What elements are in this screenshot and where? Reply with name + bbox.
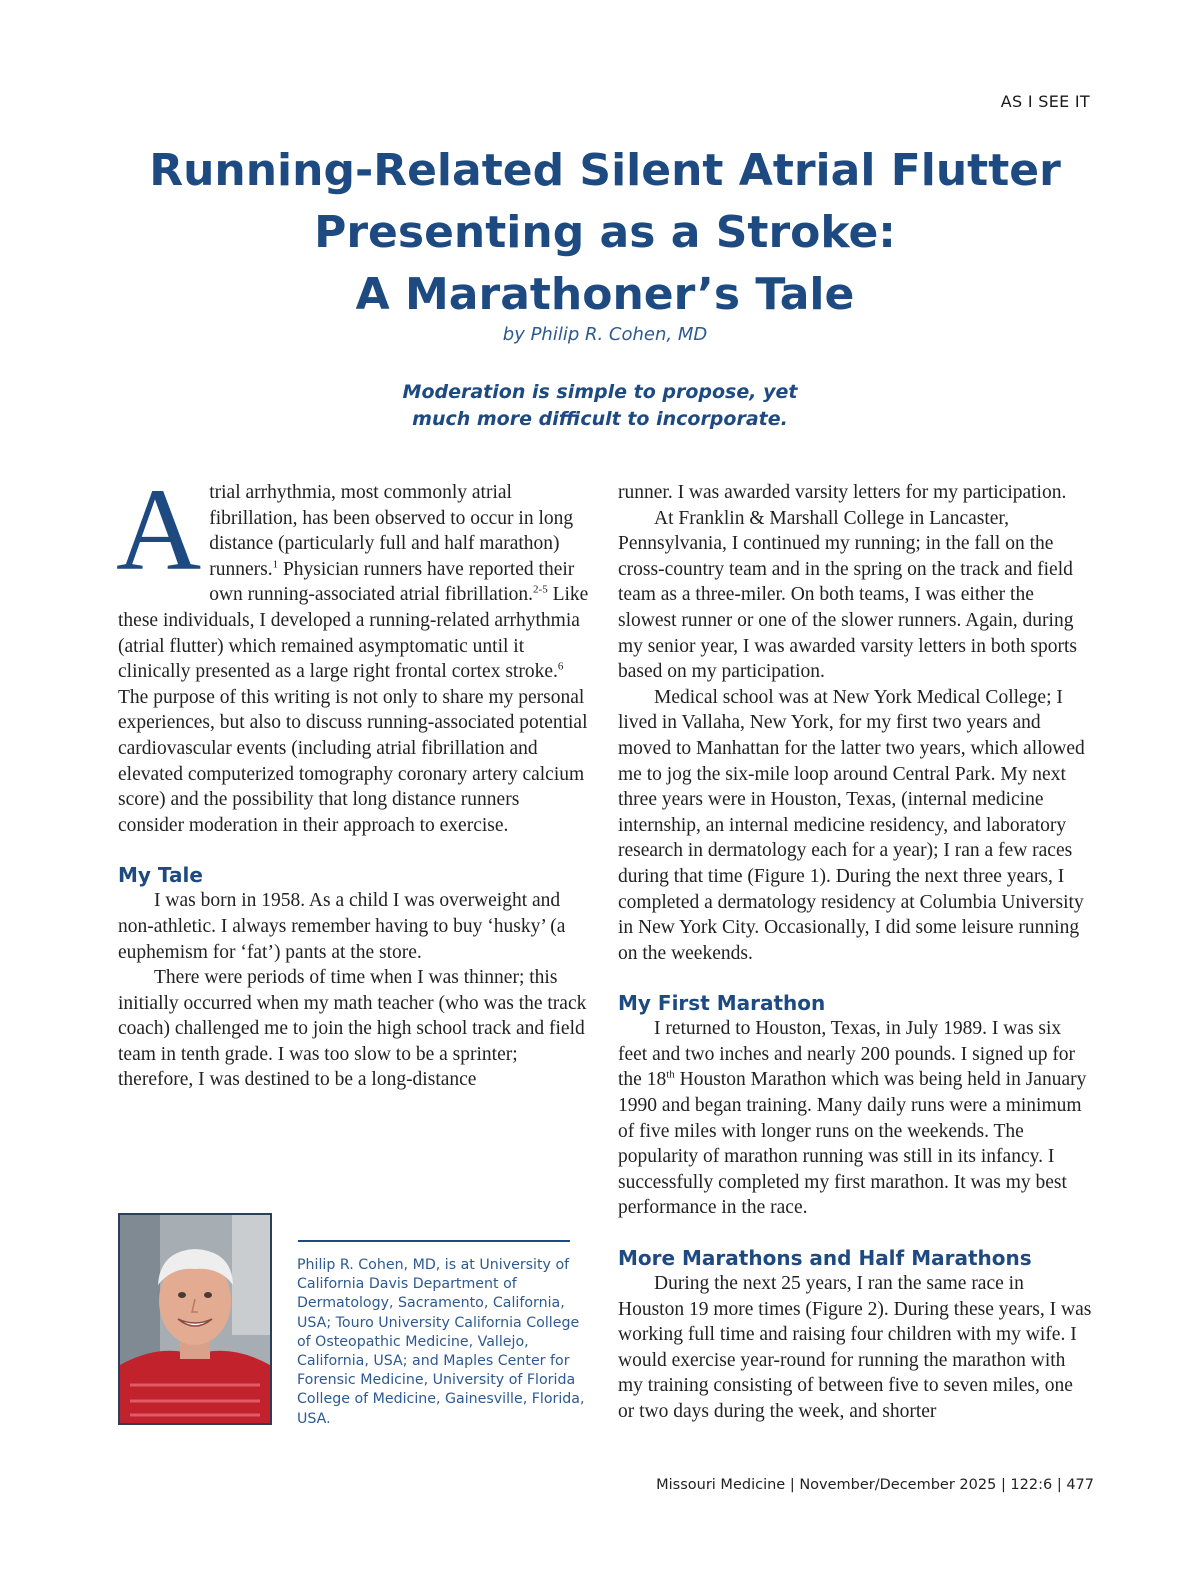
byline: by Philip R. Cohen, MD [502, 324, 708, 345]
title-line: A Marathoner’s Tale [355, 269, 855, 320]
pull-quote [250, 379, 950, 433]
section-heading-my-tale: My Tale [118, 863, 203, 888]
page-footer: Missouri Medicine | November/December 2025 | 122:6 | 477 [656, 1477, 1094, 1493]
article-title [130, 140, 1080, 326]
title-line: Presenting as a Stroke: [314, 207, 896, 258]
section-label: AS I SEE IT [1000, 92, 1090, 111]
intro-paragraph: Atrial arrhythmia, most commonly atrial fibrillation, has been observed to occur in long distance (particularly full and half marathon) runners.$^1$ Physician runners have reported their own running-associated atrial fibrillation.$^{2-5}$ Like these individuals, I developed a running-related arrhythmia (atrial flutter) which remained asymptomatic until it clinically presented as a large right frontal cortex stroke.$^6$ The purpose of this writing is not only to share my personal experiences, but also to discuss running-associated potential cardiovascular events (including atrial fibrillation and elevated computerized tomography coronary artery calcium score) and the possibility that long distance runners consider moderation in their approach to exercise. [116, 464, 589, 836]
body-paragraph: I was born in 1958. As a child I was overweight and non-athletic. I always remember having to buy ‘husky’ (a euphemism for ‘fat’) pants at the store. [118, 890, 566, 963]
reference-marker: 2-5 [533, 583, 548, 596]
pull-quote-line: Moderation is simple to propose, yet [402, 381, 798, 403]
reference-marker: 1 [272, 558, 279, 571]
pull-quote-line: much more difficult to incorporate. [412, 408, 788, 430]
author-portrait-icon [120, 1215, 270, 1423]
body-paragraph: There were periods of time when I was thinner; this initially occurred when my math teacher (who was the track coach) challenged me to join the high school track and field team in tenth grade. I was too slow to be a sprinter; therefore, I was destined to be a long-distance [118, 967, 587, 1091]
reference-marker: 6 [557, 660, 564, 673]
author-bio: Philip R. Cohen, MD, is at University of California Davis Department of Dermatology, Sacramento, California, USA; Touro University California College of Osteopathic Medicine, Vallejo, California, USA; and Maples Center for Forensic Medicine, University of Florida College of Medicine, Gainesville, Florida, USA. [297, 1257, 585, 1427]
section-heading-first-marathon: My First Marathon [618, 991, 826, 1016]
bio-divider [298, 1240, 570, 1242]
section-heading-more-marathons: More Marathons and Half Marathons [618, 1246, 1032, 1271]
right-column [618, 480, 1092, 1425]
body-paragraph: At Franklin & Marshall College in Lancaster, Pennsylvania, I continued my running; in the fall on the cross-country team and in the spring on the track and field team as a three-miler. On both teams, I was either the slowest runner or one of the slower runners. Again, during my senior year, I was awarded varsity letters in both sports based on my participation. [618, 507, 1077, 683]
drop-cap: A [116, 464, 202, 595]
body-paragraph: runner. I was awarded varsity letters for my participation. [618, 482, 1067, 503]
left-column [116, 464, 590, 1093]
author-photo [118, 1213, 272, 1425]
body-paragraph: I returned to Houston, Texas, in July 1989. I was six feet and two inches and nearly 200 pounds. I signed up for the 18th Houston Marathon which was being held in January 1990 and began training. Many daily runs were a minimum of five miles with longer runs on the weekends. The popularity of marathon running was still in its infancy. I successfully completed my first marathon. It was my best performance in the race. [618, 1018, 1087, 1219]
body-paragraph: During the next 25 years, I ran the same race in Houston 19 more times (Figure 2). During these years, I was working full time and raising four children with my wife. I would exercise year-round for running the marathon with my training consisting of between five to seven miles, one or two days during the week, and shorter [618, 1273, 1092, 1422]
title-line: Running-Related Silent Atrial Flutter [149, 145, 1061, 196]
body-paragraph: Medical school was at New York Medical College; I lived in Vallaha, New York, for my first two years and moved to Manhattan for the latter two years, which allowed me to jog the six-mile loop around Central Park. My next three years were in Houston, Texas, (internal medicine internship, an internal medicine residency, and laboratory research in dermatology each for a year); I ran a few races during that time (Figure 1). During the next three years, I completed a dermatology residency at Columbia University in New York City. Occasionally, I did some leisure running on the weekends. [618, 686, 1085, 964]
